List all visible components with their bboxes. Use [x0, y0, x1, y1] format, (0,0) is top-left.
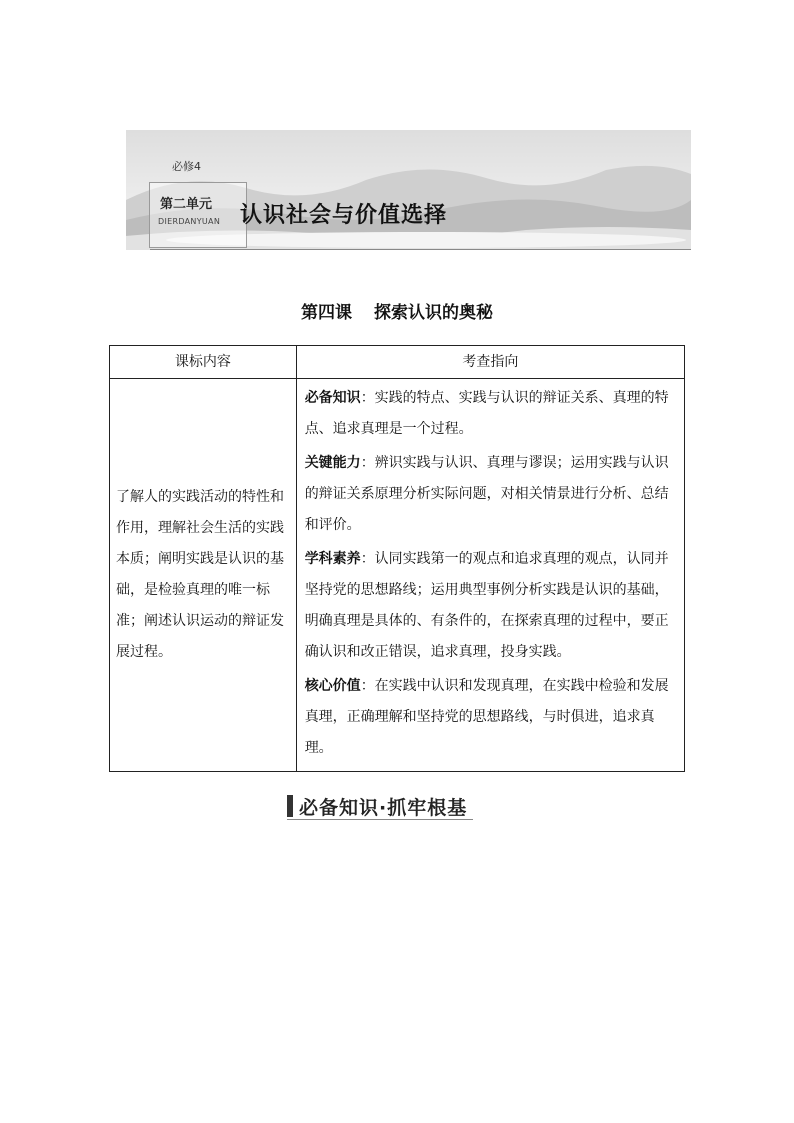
- item-text: ：辨识实践与认识、真理与谬误；运用实践与认识的辩证关系原理分析实际问题，对相关情景进行分析、总结和评价。: [304, 455, 669, 533]
- assessment-content: [296, 379, 684, 772]
- item-literacy: [305, 544, 676, 668]
- item-label: 学科素养: [304, 551, 361, 567]
- curriculum-table: [109, 345, 685, 772]
- unit-name: 认识社会与价值选择: [240, 203, 448, 228]
- table-row: [110, 379, 685, 772]
- lesson-number: 第四课: [301, 303, 352, 323]
- item-label: 必备知识: [304, 390, 361, 406]
- header-standard: 课标内容: [110, 346, 297, 379]
- lesson-name: 探索认识的奥秘: [374, 303, 493, 323]
- item-knowledge: [305, 383, 676, 445]
- lesson-title: [0, 298, 794, 323]
- unit-label: 第二单元: [160, 197, 213, 212]
- book-label: 必修4: [172, 160, 201, 173]
- item-text: ：认同实践第一的观点和追求真理的观点，认同并坚持党的思想路线；运用典型事例分析实践是认识的基础，明确真理是具体的、有条件的，在探索真理的过程中，要正确认识和改正错误，追求真理，投身实践。: [304, 551, 669, 660]
- heading-bar: [287, 795, 293, 817]
- item-text: ：实践的特点、实践与认识的辩证关系、真理的特点、追求真理是一个过程。: [304, 390, 669, 437]
- standard-content: 了解人的实践活动的特性和作用，理解社会生活的实践本质；阐明实践是认识的基础，是检验真理的唯一标准；阐述认识运动的辩证发展过程。: [110, 379, 297, 772]
- item-ability: [305, 448, 676, 541]
- section-heading: [287, 793, 473, 820]
- unit-pinyin: DIERDANYUAN: [158, 217, 221, 226]
- section-heading-text: 必备知识·抓牢根基: [299, 796, 468, 819]
- banner-rule: [150, 249, 691, 250]
- table-header-row: [110, 346, 685, 379]
- item-label: 关键能力: [304, 455, 361, 471]
- item-text: ：在实践中认识和发现真理，在实践中检验和发展真理，正确理解和坚持党的思想路线，与时俱进，追求真理。: [304, 678, 669, 756]
- header-assessment: 考查指向: [296, 346, 684, 379]
- unit-banner: [126, 130, 691, 250]
- unit-label-box: [149, 182, 247, 248]
- item-values: [305, 671, 676, 764]
- item-label: 核心价值: [304, 678, 361, 694]
